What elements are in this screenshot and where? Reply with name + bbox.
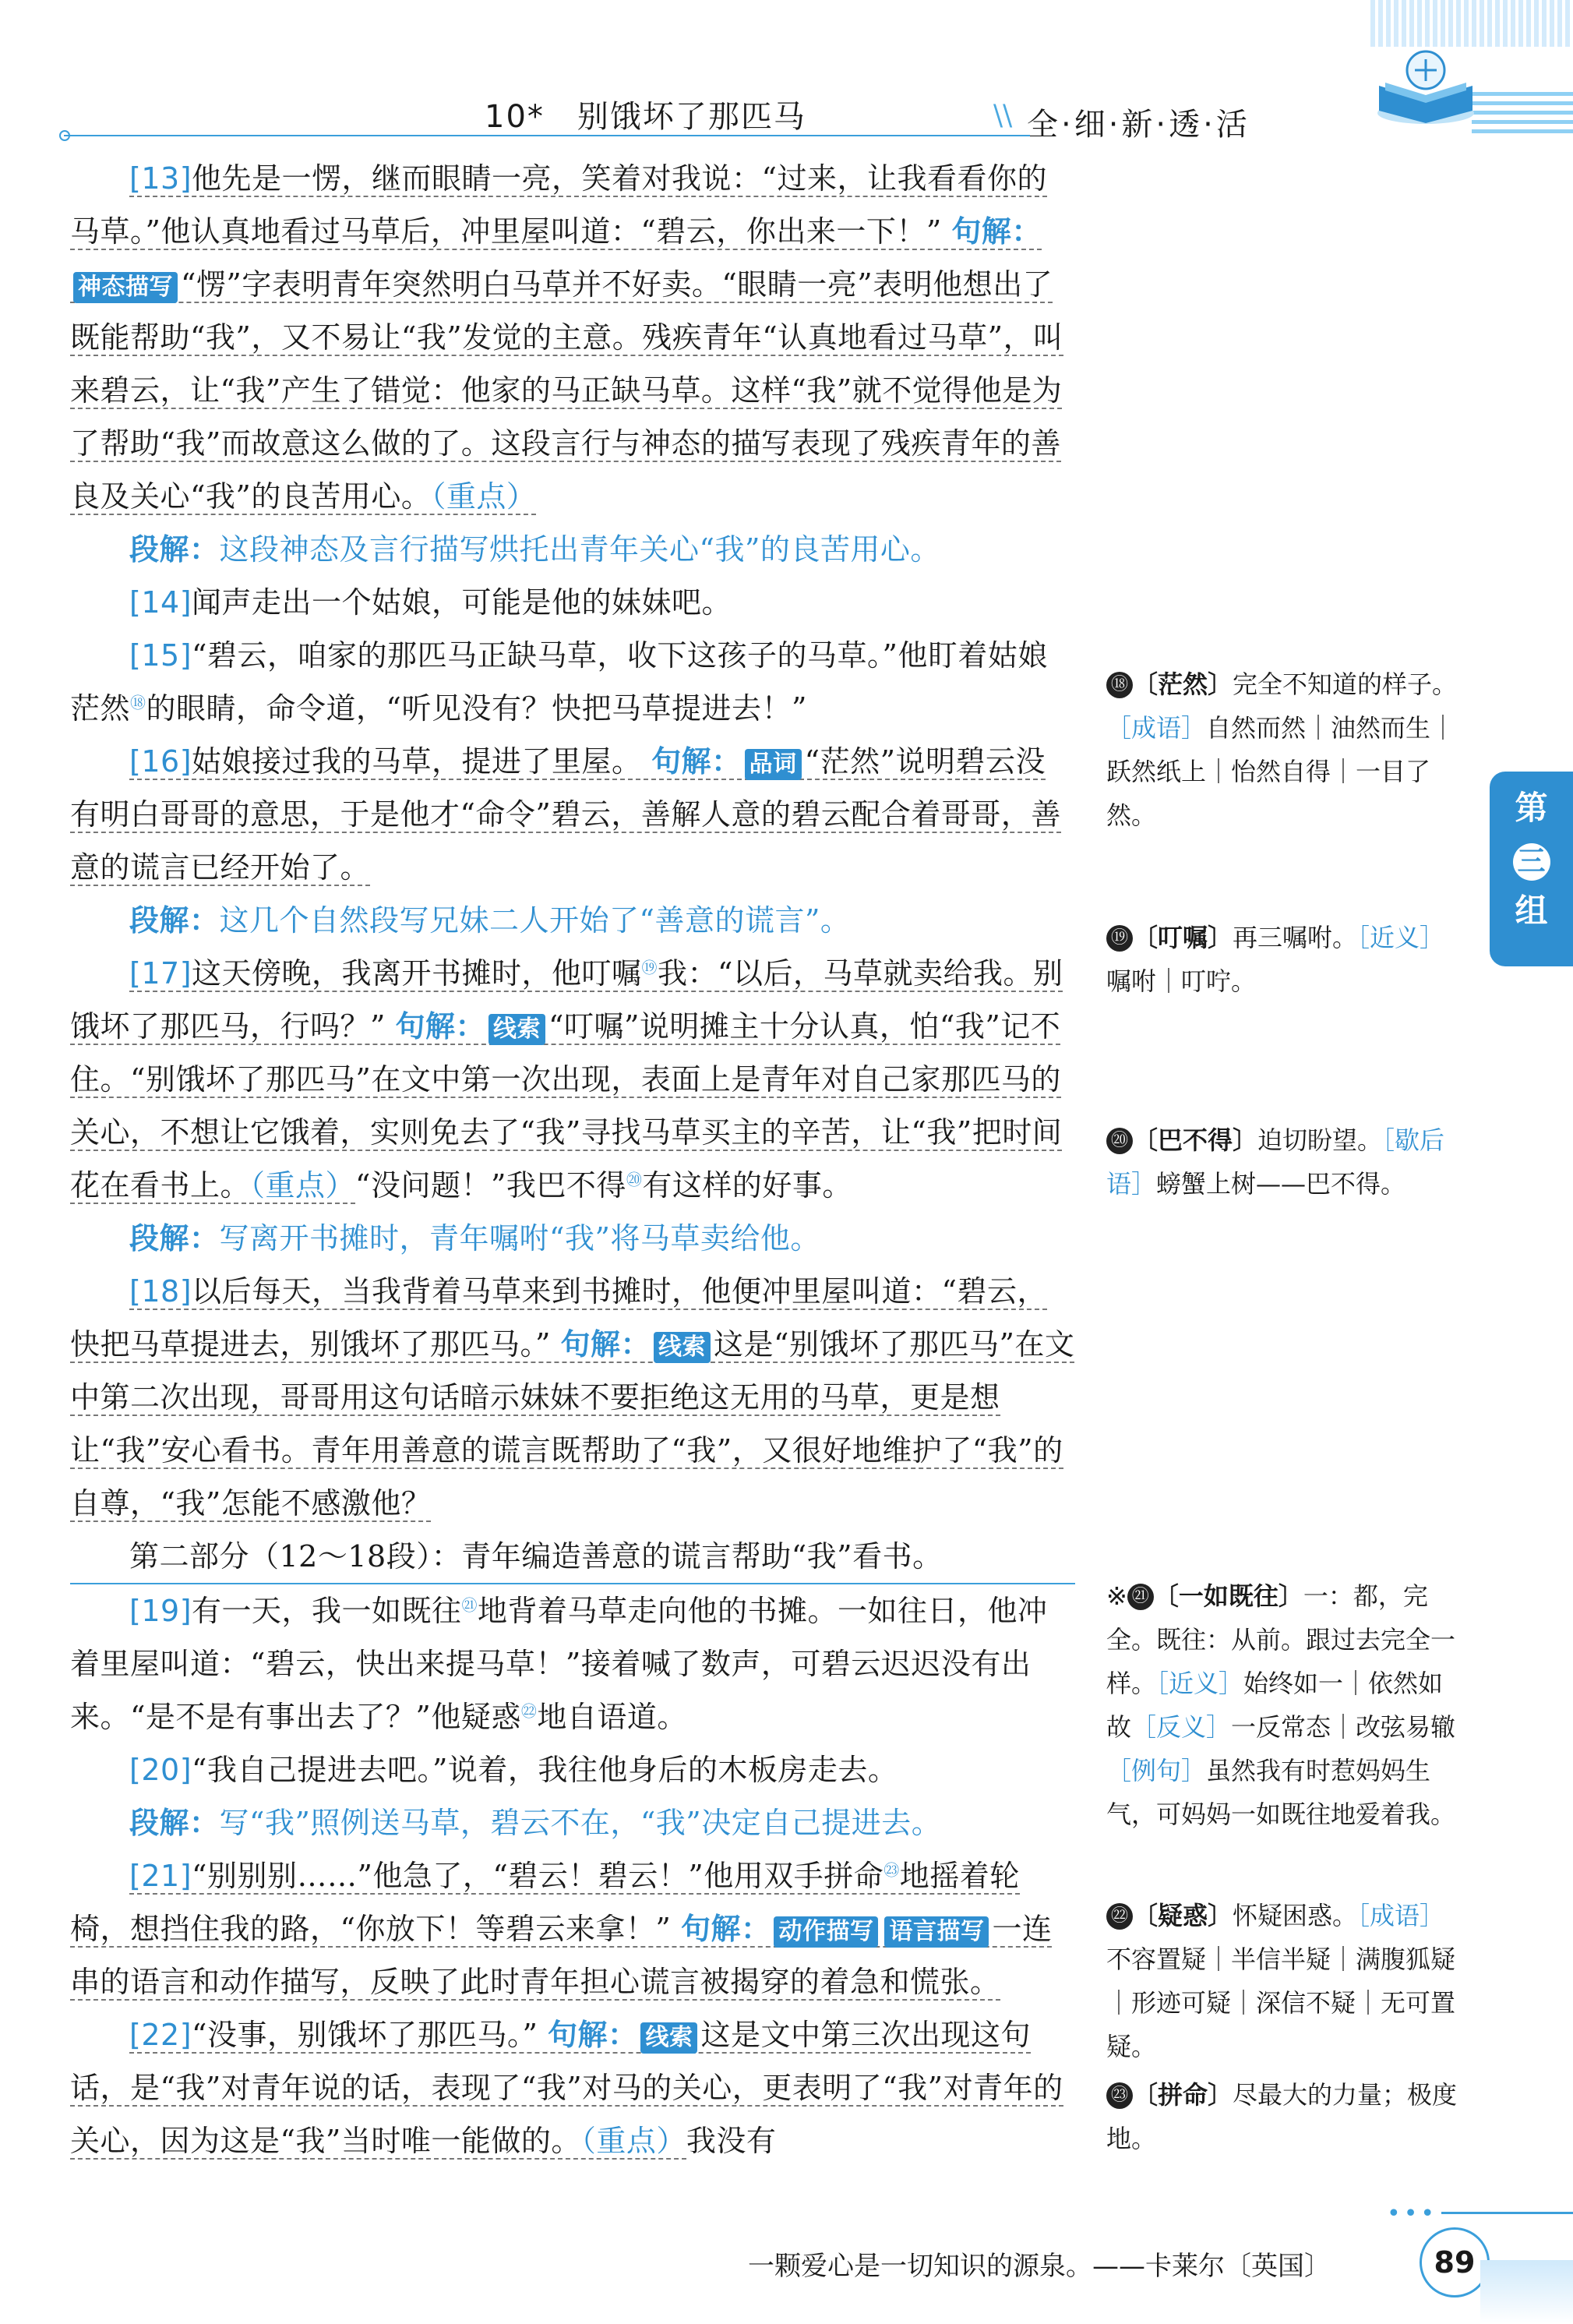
header-slash-marks: \\ [993, 100, 1013, 132]
footnote-text: 虽然我有时惹妈妈生气，可妈妈一如既往地爱着我。 [1106, 1756, 1456, 1829]
paragraph-text: 地背着马草走向他的书摊。一如往日，他冲着里屋叫道：“碧云，快出来提马草！”接着喊了数声，可碧云迟迟没有出来。“是不是有事出去了？”他疑惑 [70, 1594, 1048, 1734]
analysis-text: 这是“别饿坏了那匹马”在文中第二次出现，哥哥用这句话暗示妹妹不要拒绝这无用的马草，更是想让“我”安心看书。青年用善意的谎言既帮助了“我”，又很好地维护了“我”的自尊，“我”怎能不感激他？ [70, 1327, 1075, 1520]
footnote-text: 螃蟹上树——巴不得。 [1156, 1169, 1406, 1199]
header-rule [64, 135, 1030, 136]
key-point-marker: （重点） [431, 479, 537, 514]
paragraph-text: 有一天，我一如既往 [192, 1594, 462, 1628]
part-summary: 第二部分（12～18段）：青年编造善意的谎言帮助“我”看书。 [70, 1530, 1075, 1584]
footnote-label: ［成语］ [1357, 1901, 1445, 1930]
tag-pill: 神态描写 [73, 272, 178, 303]
footnote-text: 完全不知道的样子。 [1233, 669, 1458, 699]
footnote-text: 尽最大的力量；极度地。 [1106, 2080, 1458, 2153]
sentence-analysis-label: 句解： [395, 1009, 486, 1044]
paragraph-number: [ 20 ] [129, 1753, 192, 1787]
paragraph-15 [70, 629, 1075, 735]
footnote-21 [1106, 1574, 1465, 1836]
paragraph-text: “我自己提进去吧。”说着，我往他身后的木板房走去。 [192, 1753, 898, 1787]
tag-pill: 动作描写 [774, 1916, 878, 1948]
footnote-20 [1106, 1118, 1465, 1206]
lesson-title: 10* 别饿坏了那匹马 [485, 99, 806, 135]
paragraph-text: 地摇着轮椅，想挡住我的路，“你放下！等碧云来拿！” [70, 1859, 1020, 1946]
paragraph-text: 姑娘接过我的马草，提进了里屋。 [192, 744, 642, 779]
footnote-headword: 〔疑惑〕 [1133, 1901, 1233, 1930]
paragraph-13 [70, 152, 1075, 523]
paragraph-number: [ 22 ] [129, 2018, 192, 2052]
sentence-analysis-label: 句解： [680, 1912, 771, 1946]
analysis-text: “愣”字表明青年突然明白马草并不好卖。“眼睛一亮”表明他想出了既能帮助“我”，又不易让“我”发觉的主意。残疾青年“认真地看过马草”，叫来碧云，让“我”产生了错觉：他家的马正缺马草。这样“我”就不觉得他是为了帮助“我”而故意这么做的了。这段言行与神态的描写表现了残疾青年的善良及关心“我”的良苦用心。 [70, 267, 1063, 514]
paragraph-text: 我没有 [686, 2124, 777, 2158]
footnote-text: 一：都，完全。既往：从前。跟过去完全一样。 [1106, 1581, 1456, 1698]
book-logo-icon [1371, 39, 1480, 132]
footnote-19 [1106, 916, 1465, 1003]
paragraph-summary-text: 写离开书摊时，青年嘱咐“我”将马草卖给他。 [219, 1221, 820, 1256]
footnote-headword: 〔叮嘱〕 [1133, 923, 1233, 952]
paragraph-number: [ 14 ] [129, 585, 192, 620]
paragraph-number: [ 16 ] [129, 744, 192, 779]
footnote-ref-18[interactable]: ⑱ [130, 693, 146, 712]
footnote-headword: 〔茫然〕 [1133, 669, 1233, 699]
paragraph-number: [ 21 ] [129, 1859, 192, 1893]
footnote-ref-21[interactable]: ㉑ [461, 1595, 478, 1615]
paragraph-number: [ 18 ] [129, 1274, 192, 1309]
paragraph-18 [70, 1265, 1075, 1530]
header-slogan: 全·细·新·透·活 [1027, 107, 1250, 143]
unit-tab-bottom: 组 [1515, 892, 1548, 930]
footnote-headword: 〔一如既往〕 [1153, 1581, 1303, 1611]
footnote-headword: 〔拼命〕 [1133, 2080, 1233, 2110]
tag-pill: 语言描写 [884, 1916, 989, 1948]
unit-tab[interactable] [1490, 772, 1573, 966]
footnote-text: 自然而然｜油然而生｜跃然纸上｜怡然自得｜一目了然。 [1106, 713, 1456, 830]
footer-decoration [1480, 2260, 1573, 2324]
main-text [70, 152, 1075, 2167]
footnote-number: ㉒ [1106, 1903, 1133, 1930]
footnote-text: 迫切盼望。 [1257, 1125, 1383, 1155]
paragraph-summary-label: 段解： [129, 1220, 220, 1256]
footnote-text: 怀疑困惑。 [1233, 1901, 1358, 1930]
footnote-text: 再三嘱咐。 [1233, 923, 1358, 952]
paragraph-number: [ 19 ] [129, 1594, 192, 1628]
paragraph-summary-label: 段解： [129, 532, 220, 567]
paragraph-20 [70, 1743, 1075, 1796]
footnote-label: ［近义］ [1156, 1669, 1244, 1698]
paragraph-text: 这天傍晚，我离开书摊时，他叮嘱 [192, 956, 642, 991]
paragraph-summary-text: 这段神态及言行描写烘托出青年关心“我”的良苦用心。 [219, 532, 940, 567]
paragraph-text: 地自语道。 [537, 1700, 687, 1734]
tag-pill: 线索 [640, 2022, 697, 2054]
paragraph-text: 我：“以后，马草就卖给我。别饿坏了那匹马，行吗？” [70, 956, 1063, 1044]
paragraph-summary [70, 894, 1075, 947]
paragraph-text: 闻声走出一个姑娘，可能是他的妹妹吧。 [192, 585, 732, 620]
analysis-text: “叮嘱”说明摊主十分认真，怕“我”记不住。“别饿坏了那匹马”在文中第一次出现，表面上是青年对自己家那匹马的关心，不想让它饿着，实则免去了“我”寻找马草买主的辛苦，让“我”把时间花在看书上。 [70, 1009, 1063, 1203]
footnote-number: ㉑ [1127, 1584, 1154, 1610]
paragraph-summary-label: 段解： [129, 902, 220, 938]
sentence-analysis-label: 句解： [951, 214, 1042, 249]
footnote-ref-23[interactable]: ㉓ [883, 1860, 900, 1880]
footnote-label: ［近义］ [1357, 923, 1445, 952]
footnote-number: ⑱ [1106, 672, 1133, 698]
footnote-ref-20[interactable]: ⑳ [626, 1170, 643, 1189]
key-point-marker: （重点） [580, 2124, 686, 2158]
paragraph-summary-text: 写“我”照例送马草，碧云不在，“我”决定自己提进去。 [219, 1806, 942, 1840]
paragraph-text: “别别别……”他急了，“碧云！碧云！”他用双手拼命 [192, 1859, 884, 1893]
paragraph-21 [70, 1849, 1075, 2008]
important-mark: ※ [1106, 1581, 1127, 1611]
paragraph-text: 的眼睛，命令道，“听见没有？快把马草提进去！” [146, 691, 807, 726]
footnote-18 [1106, 662, 1465, 837]
paragraph-summary [70, 1796, 1075, 1849]
footnote-label: ［成语］ [1106, 713, 1207, 743]
footer-rule [1441, 2212, 1573, 2214]
unit-tab-number: 三 [1513, 843, 1550, 881]
paragraph-text: “碧云，咱家的那匹马正缺马草，收下这孩子的马草。”他盯着姑娘茫然 [70, 638, 1048, 726]
footnote-number: ⑲ [1106, 925, 1133, 952]
paragraph-17 [70, 947, 1075, 1212]
sentence-analysis-label: 句解： [651, 744, 742, 779]
paragraph-summary [70, 523, 1075, 576]
paragraph-text: 以后每天，当我背着马草来到书摊时，他便冲里屋叫道：“碧云，快把马草提进去，别饿坏了那匹马。” [70, 1274, 1047, 1362]
paragraph-number: [ 17 ] [129, 956, 192, 991]
footnote-23 [1106, 2073, 1465, 2160]
paragraph-summary-text: 这几个自然段写兄妹二人开始了“善意的谎言”。 [219, 903, 851, 938]
paragraph-number: [ 15 ] [129, 638, 192, 673]
header-stripes [1472, 92, 1573, 139]
paragraph-text: 有这样的好事。 [642, 1168, 852, 1203]
footnote-ref-19[interactable]: ⑲ [641, 958, 658, 977]
sentence-analysis-label: 句解： [547, 2018, 638, 2052]
paragraph-text: 他先是一愣，继而眼睛一亮，笑着对我说：“过来，让我看看你的马草。”他认真地看过马草后，冲里屋叫道：“碧云，你出来一下！” [70, 161, 1047, 249]
tag-pill: 品词 [745, 749, 802, 780]
footnote-22 [1106, 1894, 1465, 2068]
paragraph-14 [70, 576, 1075, 629]
paragraph-text: “没问题！”我巴不得 [355, 1168, 626, 1203]
analysis-text: 一连串的语言和动作描写，反映了此时青年担心谎言被揭穿的着急和慌张。 [70, 1912, 1053, 1999]
footer-quote: 一颗爱心是一切知识的源泉。——卡莱尔〔英国〕 [748, 2251, 1331, 2282]
analysis-text: 这是文中第三次出现这句话，是“我”对青年说的话，表现了“我”对马的关心，更表明了“我”对青年的关心，因为这是“我”当时唯一能做的。 [70, 2018, 1063, 2158]
footer-dots: ••• [1387, 2200, 1438, 2227]
footnote-number: ㉓ [1106, 2082, 1133, 2109]
footnote-label: ［歇后语］ [1106, 1125, 1445, 1199]
footnote-number: ⑳ [1106, 1128, 1133, 1154]
footnote-text: 不容置疑｜半信半疑｜满腹狐疑｜形迹可疑｜深信不疑｜无可置疑。 [1106, 1944, 1456, 2061]
tag-pill: 线索 [488, 1014, 545, 1045]
paragraph-number: [ 13 ] [129, 161, 192, 196]
footnote-text: 嘱咐｜叮咛。 [1106, 966, 1257, 996]
footnote-ref-22[interactable]: ㉒ [520, 1701, 538, 1721]
footnote-text: 一反常态｜改弦易辙 [1231, 1712, 1456, 1742]
paragraph-summary [70, 1212, 1075, 1265]
sentence-analysis-label: 句解： [560, 1327, 651, 1362]
key-point-marker: （重点） [250, 1168, 356, 1203]
unit-tab-top: 第 [1515, 789, 1548, 827]
footnote-text: 始终如一｜依然如故 [1106, 1669, 1444, 1742]
paragraph-19 [70, 1584, 1075, 1743]
paragraph-summary-label: 段解： [129, 1805, 220, 1840]
analysis-text: “茫然”说明碧云没有明白哥哥的意思，于是他才“命令”碧云，善解人意的碧云配合着哥哥，善意的谎言已经开始了。 [70, 744, 1061, 885]
footnote-headword: 〔巴不得〕 [1133, 1125, 1258, 1155]
paragraph-text: “没事，别饿坏了那匹马。” [192, 2018, 538, 2052]
paragraph-16 [70, 735, 1075, 894]
tag-pill: 线索 [654, 1332, 711, 1363]
paragraph-22 [70, 2008, 1075, 2167]
footnote-label: ［反义］ [1131, 1712, 1232, 1742]
page-number: 89 [1420, 2227, 1490, 2298]
footnote-label: ［例句］ [1106, 1756, 1207, 1785]
